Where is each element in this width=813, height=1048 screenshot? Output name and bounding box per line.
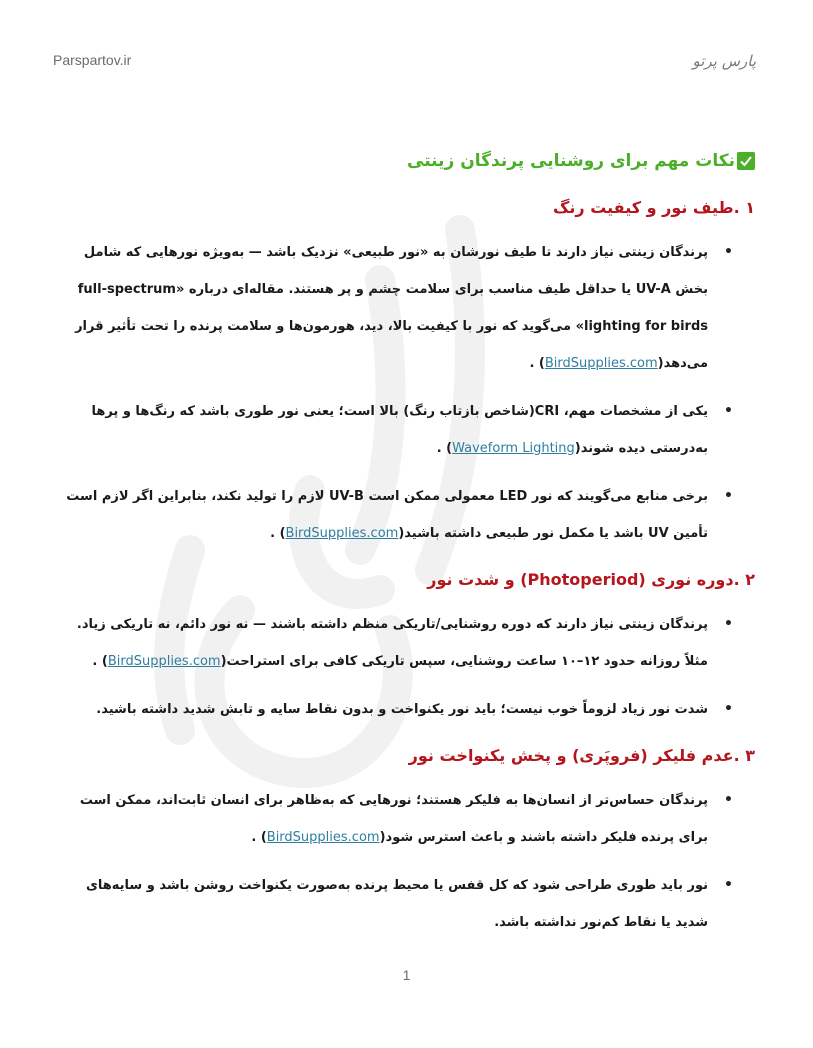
list-item: [52, 393, 755, 467]
section-list-1: [52, 234, 755, 552]
section-heading-2: ۲ .دوره نوری (Photoperiod) و شدت نور: [427, 569, 755, 589]
list-item-text: برخی منابع می‌گویند که نور LED معمولی ممکن است UV-B لازم را تولید نکند، بنابراین اگر لازم است تأمین UV باشد یا مکمل نور طبیعی داشته باشید(: [66, 489, 708, 541]
check-mark-icon: [737, 152, 755, 170]
source-link[interactable]: BirdSupplies.com: [107, 654, 221, 669]
list-item: [52, 234, 755, 382]
list-item-tail: ) .: [529, 356, 545, 371]
source-link[interactable]: BirdSupplies.com: [285, 526, 399, 541]
list-item: [52, 691, 755, 728]
section-heading-3: ۳ .عدم فلیکر (فروپَری) و پخش یکنواخت نور: [408, 745, 755, 765]
page-title: [52, 146, 755, 176]
list-item: [52, 782, 755, 856]
header-site-persian: پارس پرتو: [692, 52, 756, 70]
list-item-tail: ) .: [92, 654, 108, 669]
section-list-3: [52, 782, 755, 941]
list-item-tail: ) .: [436, 441, 453, 456]
page-number: 1: [402, 967, 411, 983]
page-title-text: نکات مهم برای روشنایی پرندگان زینتی: [407, 151, 735, 171]
section-heading-1: ۱ .طیف نور و کیفیت رنگ: [553, 197, 755, 217]
list-item: [52, 606, 755, 680]
section-list-2: [52, 606, 755, 728]
list-item-text: یکی از مشخصات مهم، CRI(شاخص بازتاب رنگ) بالا است؛ یعنی نور طوری باشد که رنگ‌ها و پرها به‌درستی دیده شوند(: [91, 404, 708, 456]
list-item-tail: ) .: [270, 526, 286, 541]
list-item-text: پرندگان حساس‌تر از انسان‌ها به فلیکر هستند؛ نورهایی که به‌ظاهر برای انسان ثابت‌اند، ممکن است برای پرنده فلیکر داشته باشند و باعث استرس شود(: [79, 793, 708, 845]
list-item-text: پرندگان زینتی نیاز دارند که دوره روشنایی/تاریکی منظم داشته باشند — نه نور دائم، نه تاریکی زیاد. مثلاً روزانه حدود ۱۲–۱۰ ساعت روشنایی، سپس تاریکی کافی برای استراحت(: [76, 617, 708, 669]
source-link[interactable]: BirdSupplies.com: [544, 356, 658, 371]
list-item: [52, 478, 755, 552]
source-link[interactable]: Waveform Lighting: [452, 441, 575, 456]
list-item-text: نور باید طوری طراحی شود که کل قفس یا محیط پرنده به‌صورت یکنواخت روشن باشد و سایه‌های شدید یا نقاط کم‌نور نداشته باشد.: [85, 878, 708, 930]
document-body: [52, 140, 755, 941]
source-link[interactable]: BirdSupplies.com: [266, 830, 380, 845]
list-item: [52, 867, 755, 941]
header-site-latin: Parspartov.ir: [53, 52, 132, 68]
list-item-text: شدت نور زیاد لزوماً خوب نیست؛ باید نور یکنواخت و بدون نقاط سایه و تابش شدید داشته باشید.: [96, 702, 708, 717]
list-item-text: پرندگان زینتی نیاز دارند تا طیف نورشان به «نور طبیعی» نزدیک باشد — به‌ویژه نورهایی که شامل بخش UV-A یا حداقل طیف مناسب برای سلامت چشم و پر هستند. مقاله‌ای درباره «full-spectrum lighting for birds» می‌گوید که نور با کیفیت بالا، دید، هورمون‌ها و سلامت پرنده را تحت تأثیر قرار می‌دهد(: [75, 245, 708, 371]
list-item-tail: ) .: [251, 830, 267, 845]
